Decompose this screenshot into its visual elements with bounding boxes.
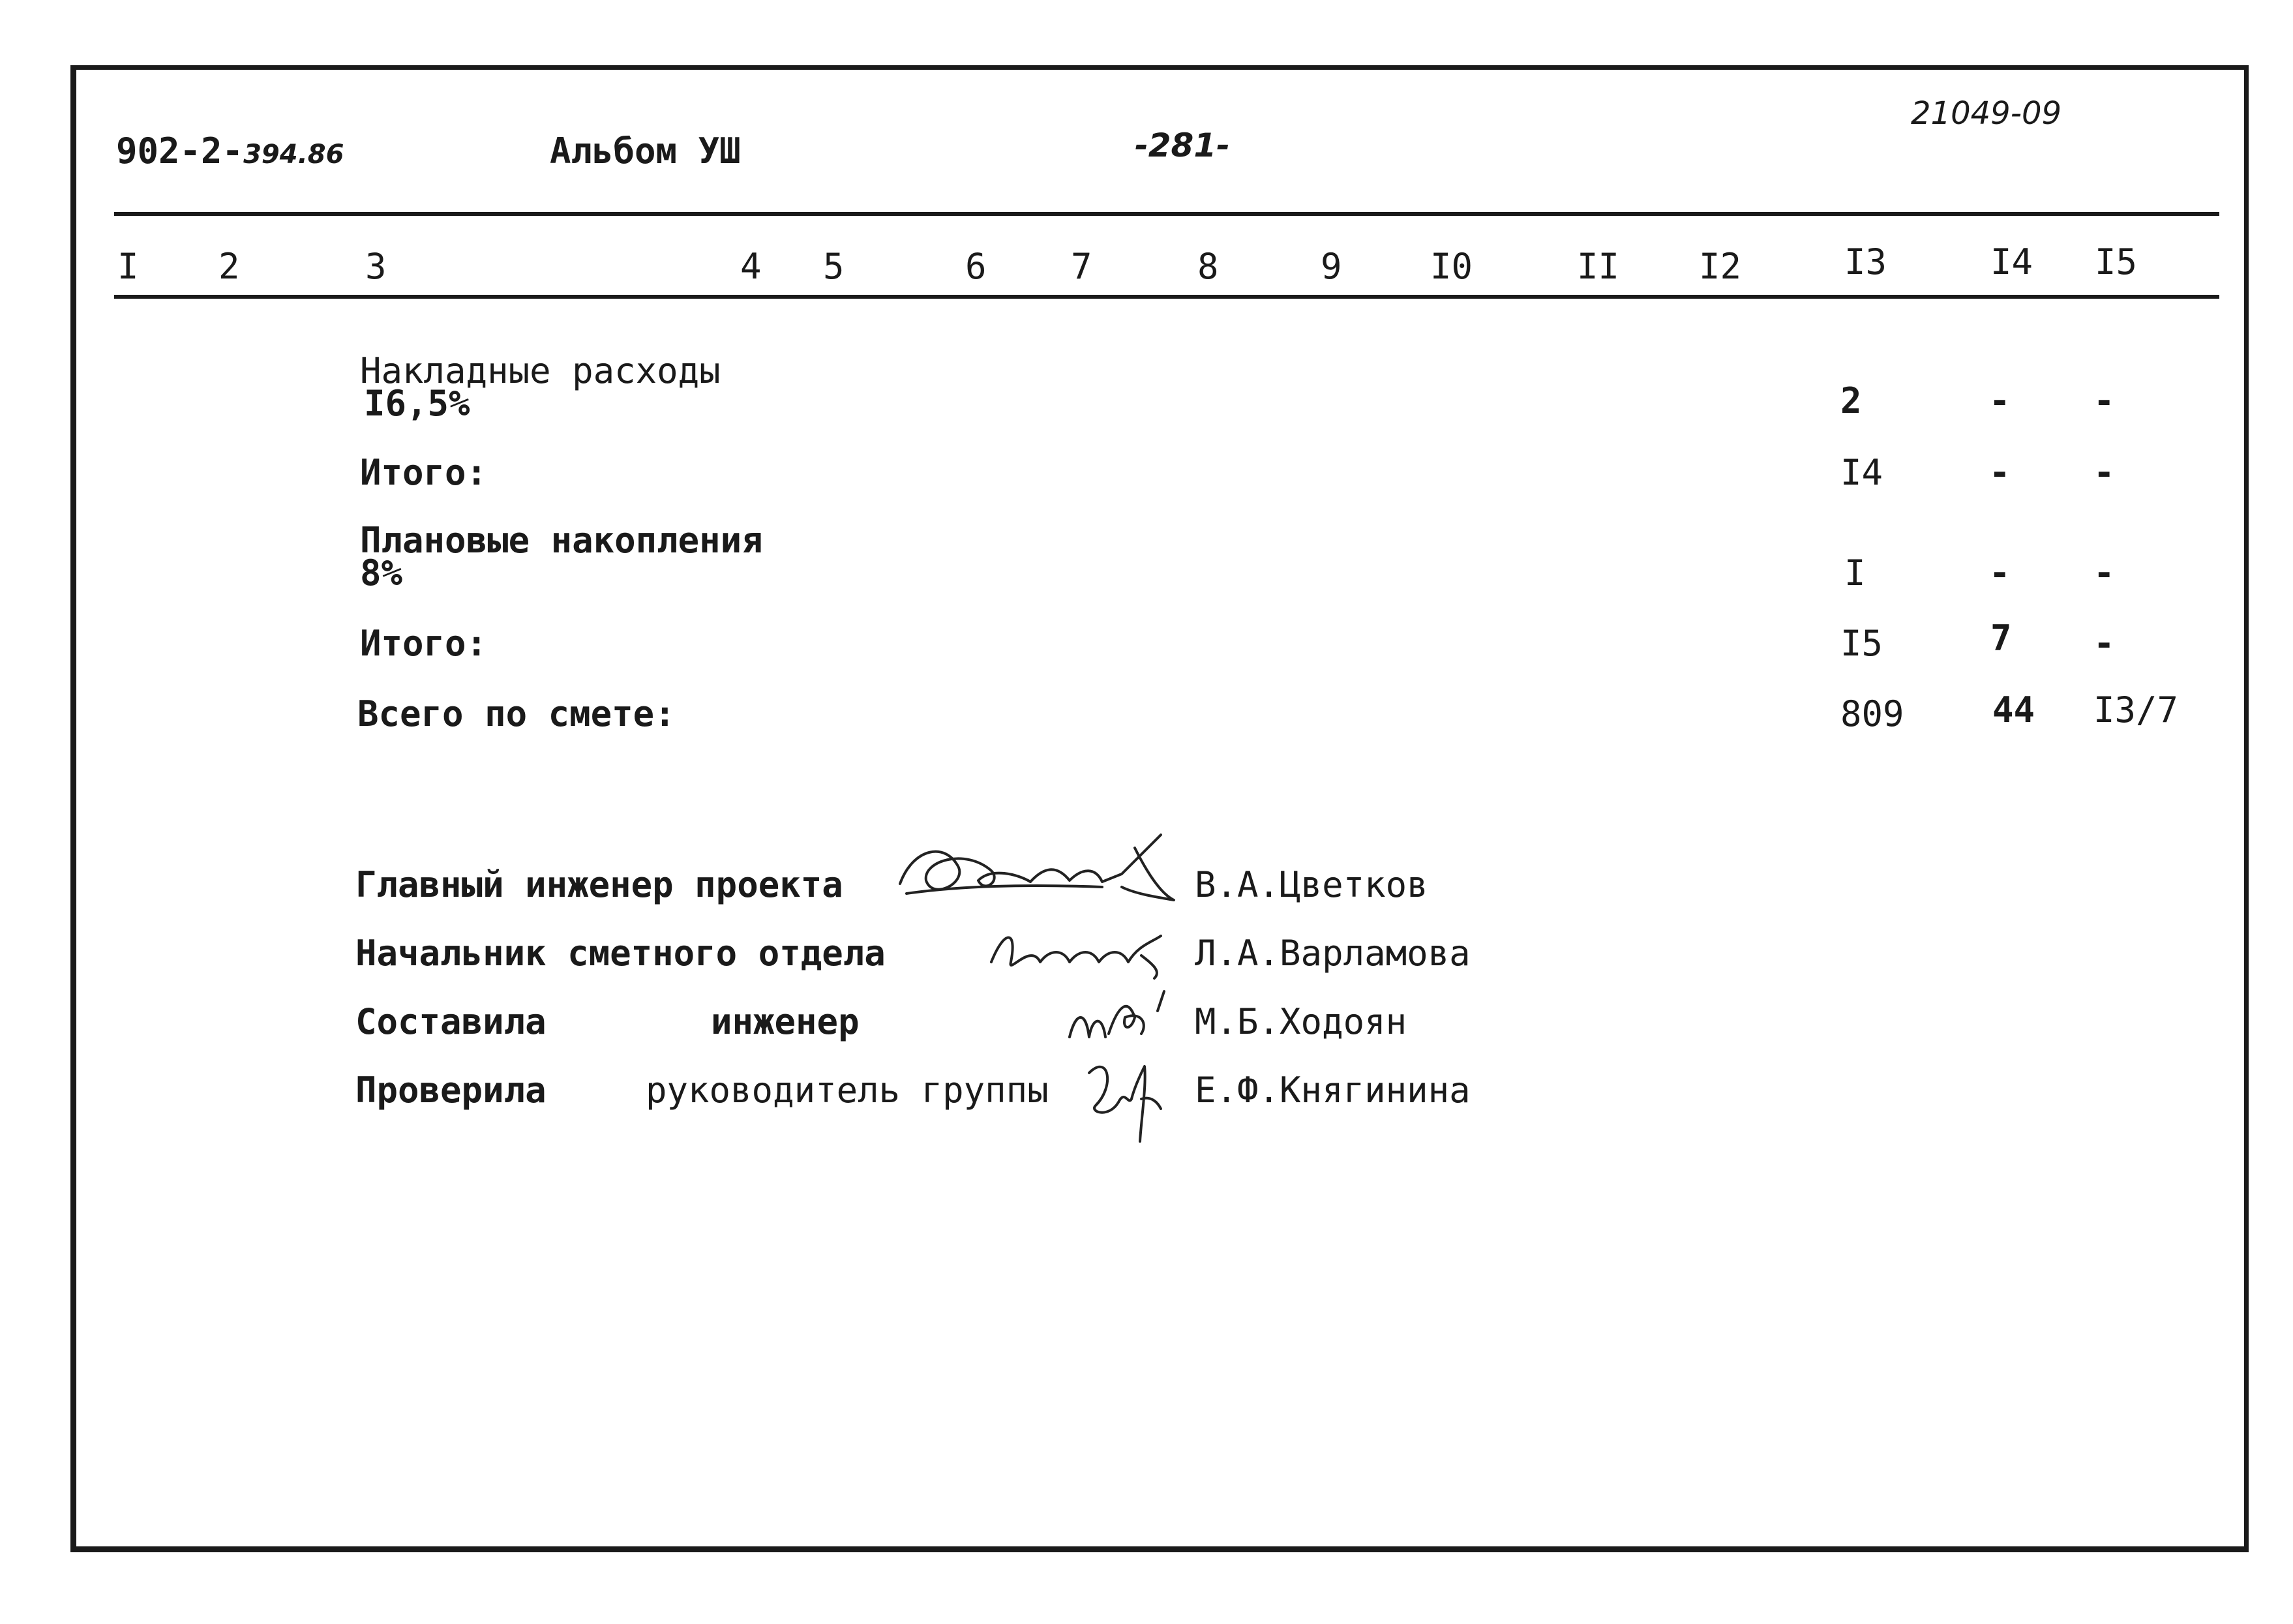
row-value-col14: -: [1989, 380, 2011, 421]
column-number: 3: [365, 246, 387, 287]
page-number: -281-: [1135, 127, 1230, 164]
column-number: 4: [740, 246, 762, 287]
row-label: Итого:: [360, 623, 488, 664]
page-frame: [70, 65, 2249, 1552]
signature-position: руководитель группы: [646, 1070, 1049, 1111]
signature-position: инженер: [711, 1001, 860, 1042]
column-number: 5: [823, 246, 845, 287]
row-label-rate: 8%: [360, 552, 403, 594]
header-rule-top: [114, 212, 2219, 216]
column-number: I5: [2095, 241, 2138, 282]
column-number: I2: [1699, 246, 1742, 287]
header-rule-bottom: [114, 295, 2219, 299]
row-label-rate: I6,5%: [364, 383, 470, 424]
row-value-col13: I5: [1840, 623, 1883, 664]
archive-number: 21049-09: [1911, 95, 2062, 132]
signature-role: Составила: [355, 1001, 547, 1042]
signature-name: М.Б.Ходоян: [1195, 1001, 1407, 1042]
row-value-col13: 809: [1840, 693, 1904, 734]
document-code-prefix: 902-2-: [116, 130, 244, 172]
row-value-col15: -: [2093, 552, 2115, 594]
row-value-col13: 2: [1840, 380, 1862, 421]
column-number: 7: [1071, 246, 1092, 287]
column-number: 2: [218, 246, 240, 287]
signature-role: Проверила: [355, 1070, 547, 1111]
column-number: 9: [1321, 246, 1342, 287]
handwritten-signature: [978, 916, 1174, 988]
column-number: I4: [1990, 241, 2033, 282]
row-value-col14: 44: [1992, 689, 2035, 730]
row-value-col14: -: [1989, 552, 2011, 594]
handwritten-signature: [1070, 1047, 1174, 1145]
document-code-handwritten: 394.86: [243, 140, 344, 170]
row-value-col15: -: [2093, 452, 2115, 493]
signature-name: В.А.Цветков: [1195, 864, 1428, 905]
row-label: Накладные расходы: [360, 350, 721, 391]
document-code: [116, 130, 344, 172]
signature-role: Главный инженер проекта: [355, 864, 843, 905]
signature-name: Л.А.Варламова: [1195, 933, 1471, 974]
column-number: I: [117, 246, 139, 287]
column-number: II: [1577, 246, 1620, 287]
column-number: I3: [1844, 241, 1887, 282]
row-value-col15: -: [2093, 623, 2115, 664]
row-value-col14: 7: [1990, 618, 2012, 659]
signature-role: Начальник сметного отдела: [355, 933, 886, 974]
row-value-col13: I4: [1840, 452, 1883, 493]
row-label: Итого:: [360, 452, 488, 493]
handwritten-signature: [887, 822, 1200, 926]
column-number: 6: [965, 246, 987, 287]
row-label: Плановые накопления: [360, 520, 763, 561]
row-value-col14: -: [1989, 452, 2011, 493]
signature-name: Е.Ф.Княгинина: [1195, 1070, 1471, 1111]
row-value-col15: I3/7: [2093, 689, 2179, 730]
row-value-col13: I: [1844, 552, 1866, 594]
column-number: 8: [1197, 246, 1219, 287]
row-value-col15: -: [2093, 380, 2115, 421]
handwritten-signature: [1057, 978, 1187, 1050]
row-label: Всего по смете:: [357, 693, 676, 734]
column-number: I0: [1430, 246, 1473, 287]
album-title: Альбом УШ: [550, 130, 741, 172]
